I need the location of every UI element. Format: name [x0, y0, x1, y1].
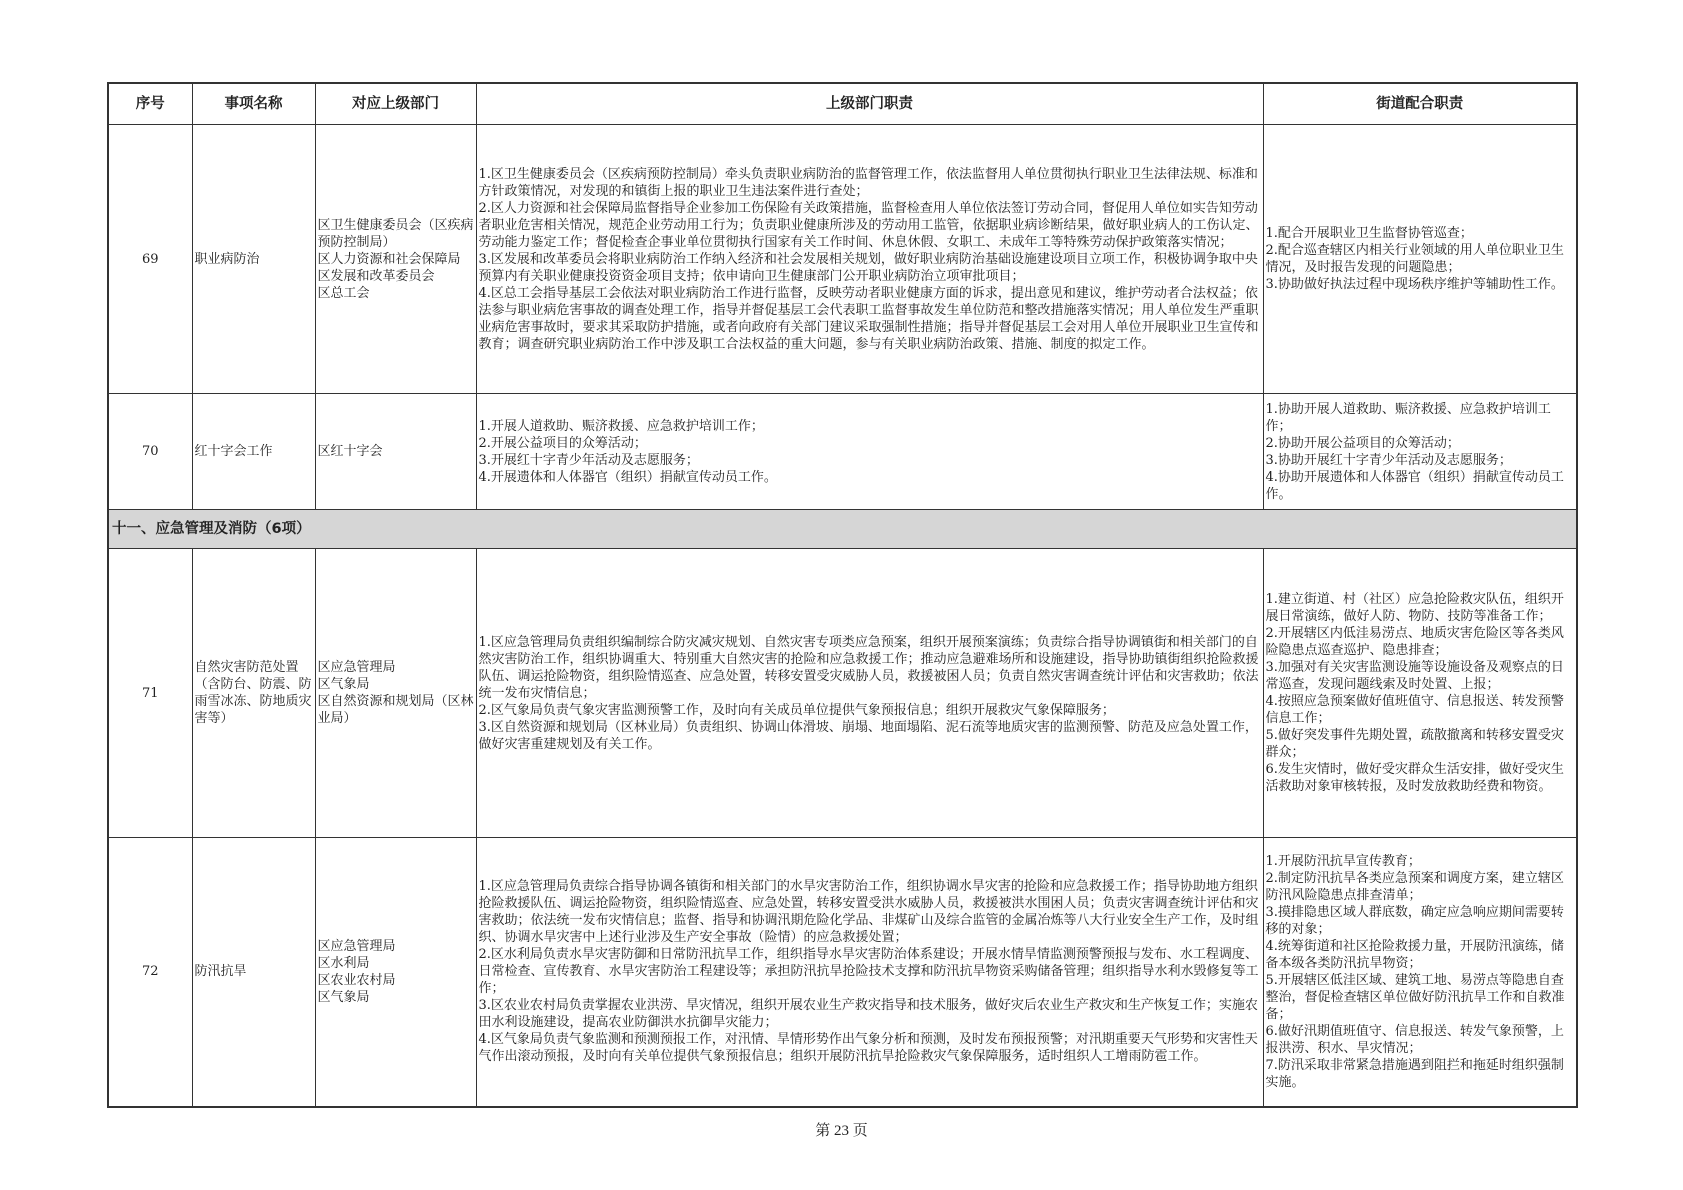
street-line: 2.制定防汛抗旱各类应急预案和调度方案，建立辖区防汛风险隐患点排查清单； [1265, 870, 1564, 903]
section-title: 十一、应急管理及消防（6项） [108, 510, 1577, 549]
street-line: 7.防汛采取非常紧急措施遇到阻拦和拖延时组织强制实施。 [1265, 1057, 1564, 1090]
row-number: 69 [108, 125, 192, 394]
duty-line: 1.区应急管理局负责组织编制综合防灾减灾规划、自然灾害专项类应急预案，组织开展预案演练；负责综合指导协调镇街和相关部门的自然灾害防治工作，组织协调重大、特别重大自然灾害的抢险和应急救援工作；推动应急避难场所和设施建设，指导协助镇街组织抢险救援队伍、调运抢险物资，组织险情巡查、应急处置，转移安置受灾威胁人员，救援被困人员；负责自然灾害调查统计评估和灾害救助；依法统一发布灾情信息； [478, 634, 1259, 701]
street-line: 1.配合开展职业卫生监督协管巡查； [1265, 226, 1473, 241]
dept-line: 区人力资源和社会保障局 [317, 251, 461, 267]
duty-cell [476, 838, 1263, 1107]
dept-cell [315, 125, 476, 394]
duty-line: 3.区自然资源和规划局（区林业局）负责组织、协调山体滑坡、崩塌、地面塌陷、泥石流等地质灾害的监测预警、防范及应急处置工作，做好灾害重建规划及有关工作。 [478, 719, 1258, 752]
street-cell [1263, 549, 1577, 838]
table-row [108, 549, 1577, 838]
duty-cell [476, 125, 1263, 394]
duty-line: 3.区发展和改革委员会将职业病防治工作纳入经济和社会发展相关规划，做好职业病防治基础设施建设项目立项工作，积极协调争取中央预算内有关职业健康投资资金项目支持；依申请向卫生健康部门公开职业病防治立项审批项目； [478, 251, 1258, 284]
header-dept: 对应上级部门 [315, 83, 476, 125]
dept-line: 区气象局 [317, 677, 370, 692]
header-duty: 上级部门职责 [476, 83, 1263, 125]
duty-line: 2.开展公益项目的众筹活动； [478, 435, 647, 451]
street-line: 3.协助开展红十字青少年活动及志愿服务； [1265, 452, 1512, 468]
dept-line: 区应急管理局 [317, 660, 396, 675]
duty-line: 2.区水利局负责水旱灾害防御和日常防汛抗旱工作，组织指导水旱灾害防治体系建设；开展水情旱情监测预警预报与发布、水工程调度、日常检查、宣传教育、水旱灾害防治工程建设等；承担防汛抗旱抢险技术支撑和防汛抗旱物资采购储备管理；组织指导水利水毁修复等工作； [478, 947, 1259, 997]
street-line: 5.做好突发事件先期处置，疏散撤离和转移安置受灾群众； [1265, 728, 1564, 760]
duty-cell [476, 394, 1263, 510]
row-number: 70 [108, 394, 192, 510]
duty-line: 4.开展遗体和人体器官（组织）捐献宣传动员工作。 [478, 469, 777, 485]
dept-line: 区总工会 [317, 285, 370, 301]
street-line: 4.协助开展遗体和人体器官（组织）捐献宣传动员工作。 [1265, 469, 1564, 502]
dept-line: 区水利局 [317, 955, 370, 971]
street-line: 2.协助开展公益项目的众筹活动； [1265, 435, 1460, 451]
dept-cell [315, 549, 476, 838]
street-line: 4.统筹街道和社区抢险救援力量，开展防汛演练，储备本级各类防汛抗旱物资； [1265, 938, 1564, 971]
duty-line: 1.区卫生健康委员会（区疾病预防控制局）牵头负责职业病防治的监督管理工作，依法监督用人单位贯彻执行职业卫生法律法规、标准和方针政策情况，对发现的和镇街上报的职业卫生违法案件进行查处； [478, 166, 1258, 199]
dept-line: 区农业农村局 [317, 972, 396, 988]
row-number: 72 [108, 838, 192, 1107]
header-no: 序号 [108, 83, 192, 125]
duty-line: 2.区人力资源和社会保障局监督指导企业参加工伤保险有关政策措施，监督检查用人单位依法签订劳动合同，督促用人单位如实告知劳动者职业危害相关情况，规范企业劳动用工行为；负责职业健康所涉及的劳动用工监管，依据职业病诊断结果，做好职业病人的工伤认定、劳动能力鉴定工作；督促检查企事业单位贯彻执行国家有关工作时间、休息休假、女职工、未成年工等特殊劳动保护政策落实情况； [478, 200, 1259, 250]
table-header-row [108, 83, 1577, 125]
table-row [108, 838, 1577, 1107]
street-line: 1.开展防汛抗旱宣传教育； [1265, 853, 1421, 869]
duty-cell [476, 549, 1263, 838]
duty-line: 3.开展红十字青少年活动及志愿服务； [478, 452, 699, 468]
dept-line: 区红十字会 [317, 444, 383, 459]
street-line: 6.做好汛期值班值守、信息报送、转发气象预警，上报洪涝、积水、旱灾情况； [1265, 1023, 1564, 1056]
item-name: 红十字会工作 [192, 394, 315, 510]
street-cell [1263, 394, 1577, 510]
item-name: 自然灾害防范处置（含防台、防震、防雨雪冰冻、防地质灾害等） [192, 549, 315, 838]
duty-table [107, 82, 1578, 1108]
row-number: 71 [108, 549, 192, 838]
street-line: 2.开展辖区内低洼易涝点、地质灾害危险区等各类风险隐患点巡查巡护、隐患排查； [1265, 626, 1564, 658]
duty-line: 1.区应急管理局负责综合指导协调各镇街和相关部门的水旱灾害防治工作，组织协调水旱灾害的抢险和应急救援工作；指导协助地方组织抢险救援队伍、调运抢险物资，组织险情巡查、应急处置，转移安置受洪水威胁人员，救援被洪水围困人员；负责灾害调查统计评估和灾害救助；依法统一发布灾情信息；监督、指导和协调汛期危险化学品、非煤矿山及综合监管的金属冶炼等八大行业安全生产工作，及时组织、协调水旱灾害中上述行业涉及生产安全事故（险情）的应急救援处置； [478, 879, 1259, 946]
street-line: 2.配合巡查辖区内相关行业领域的用人单位职业卫生情况，及时报告发现的问题隐患； [1265, 243, 1564, 275]
dept-line: 区应急管理局 [317, 938, 396, 954]
table-row [108, 125, 1577, 394]
street-line: 4.按照应急预案做好值班值守、信息报送、转发预警信息工作； [1265, 694, 1564, 726]
dept-line: 区发展和改革委员会 [317, 268, 435, 284]
street-line: 3.摸排隐患区域人群底数，确定应急响应期间需要转移的对象； [1265, 904, 1564, 937]
table-row [108, 394, 1577, 510]
street-line: 3.协助做好执法过程中现场秩序维护等辅助性工作。 [1265, 277, 1564, 292]
dept-cell [315, 394, 476, 510]
section-row [108, 510, 1577, 549]
street-cell [1263, 125, 1577, 394]
duty-line: 4.区气象局负责气象监测和预测预报工作，对汛情、旱情形势作出气象分析和预测，及时发布预报预警；对汛期重要天气形势和灾害性天气作出滚动预报，及时向有关单位提供气象预报信息；组织开展防汛抗旱抢险救灾气象保障服务，适时组织人工增雨防雹工作。 [478, 1032, 1258, 1065]
street-line: 1.建立街道、村（社区）应急抢险救灾队伍，组织开展日常演练，做好人防、物防、技防等准备工作； [1265, 592, 1564, 624]
street-line: 5.开展辖区低洼区域、建筑工地、易涝点等隐患自查整治，督促检查辖区单位做好防汛抗旱工作和自救准备； [1265, 972, 1565, 1022]
street-line: 6.发生灾情时，做好受灾群众生活安排，做好受灾生活救助对象审核转报，及时发放救助经费和物资。 [1265, 762, 1564, 794]
duty-line: 2.区气象局负责气象灾害监测预警工作，及时向有关成员单位提供气象预报信息；组织开展救灾气象保障服务； [478, 702, 1115, 718]
dept-line: 区气象局 [317, 989, 370, 1005]
dept-line: 区自然资源和规划局（区林业局） [317, 694, 474, 726]
item-name: 防汛抗旱 [192, 838, 315, 1107]
duty-line: 4.区总工会指导基层工会依法对职业病防治工作进行监督，反映劳动者职业健康方面的诉求，提出意见和建议，维护劳动者合法权益；依法参与职业病危害事故的调查处理工作，指导并督促基层工会代表职工监督事故发生单位防范和整改措施落实情况；用人单位发生严重职业病危害事故时，要求其采取防护措施，或者向政府有关部门建议采取强制性措施；指导并督促基层工会对用人单位开展职业卫生宣传和教育；调查研究职业病防治工作中涉及职工合法权益的重大问题，参与有关职业病防治政策、措施、制度的拟定工作。 [478, 285, 1259, 352]
item-name: 职业病防治 [192, 125, 315, 394]
header-name: 事项名称 [192, 83, 315, 125]
dept-cell [315, 838, 476, 1107]
header-street: 街道配合职责 [1263, 83, 1577, 125]
duty-line: 1.开展人道救助、赈济救援、应急救护培训工作； [478, 418, 764, 434]
dept-line: 区卫生健康委员会（区疾病预防控制局） [317, 217, 474, 250]
street-cell [1263, 838, 1577, 1107]
page-number: 第 23 页 [815, 1123, 868, 1139]
duty-line: 3.区农业农村局负责掌握农业洪涝、旱灾情况，组织开展农业生产救灾指导和技术服务，做好灾后农业生产救灾和生产恢复工作；实施农田水利设施建设，提高农业防御洪水抗御旱灾能力； [478, 998, 1258, 1031]
street-line: 1.协助开展人道救助、赈济救援、应急救护培训工作； [1265, 401, 1551, 434]
street-line: 3.加强对有关灾害监测设施等设施设备及观察点的日常巡查，发现问题线索及时处置、上报； [1265, 660, 1564, 692]
